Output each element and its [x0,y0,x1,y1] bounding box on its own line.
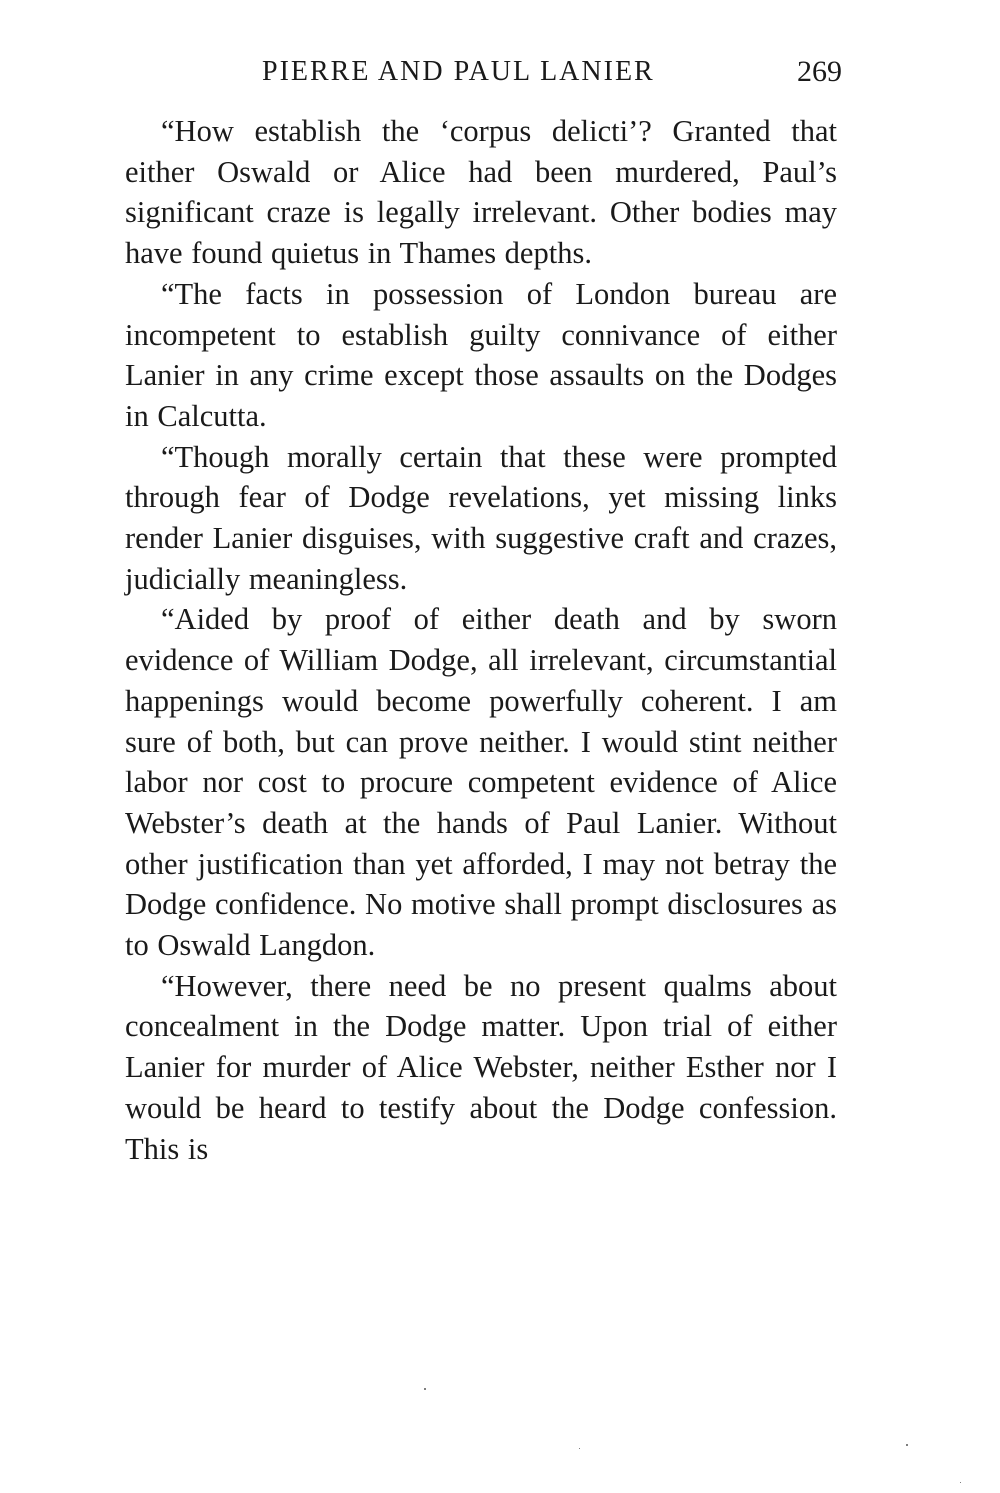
paragraph: “How establish the ‘corpus delicti’? Granted that either Oswald or Alice had been murdered, Paul’s significant craze is legally irrelevant. Other bodies may have found quietus in Thames depths. [125,114,837,271]
print-speck [906,1444,908,1446]
paragraph: “Aided by proof of either death and by sworn evidence of William Dodge, all irrelevant, circumstantial happenings would become powerfully coherent. I am sure of both, but can prove neither. I would stint neither labor nor cost to procure competent evidence of Alice Webster’s death at the hands of Paul Lanier. Without other justification than yet afforded, I may not betray the Dodge confidence. No motive shall prompt disclosures as to Oswald Langdon. [125,602,837,963]
running-title: PIERRE AND PAUL LANIER [262,56,655,87]
body-text [125,111,837,1169]
print-speck [424,1388,426,1390]
paragraph: “However, there need be no present qualms about concealment in the Dodge matter. Upon trial of either Lanier for murder of Alice Webster, neither Esther nor I would be heard to testify about the Dodge confession. This is [125,968,837,1166]
print-speck [579,1448,580,1449]
running-head [262,52,842,92]
paragraph: “The facts in possession of London bureau are incompetent to establish guilty connivance of either Lanier in any crime except those assaults on the Dodges in Calcutta. [125,276,837,433]
print-speck [960,1482,961,1483]
paragraph: “Though morally certain that these were prompted through fear of Dodge revelations, yet missing links render Lanier disguises, with suggestive craft and crazes, judicially meaningless. [125,439,837,596]
page-number: 269 [797,55,842,88]
